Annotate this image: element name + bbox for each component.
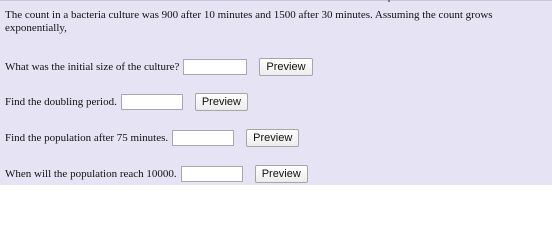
question-population-75 xyxy=(5,128,299,148)
preview-button-initial-size[interactable]: Preview xyxy=(259,58,312,76)
question-initial-size xyxy=(5,57,313,77)
answer-input-reach-10000[interactable] xyxy=(181,166,243,182)
question-reach-10000 xyxy=(5,164,308,184)
question-label: Find the population after 75 minutes. xyxy=(5,132,169,144)
divider-tick xyxy=(388,0,390,2)
preview-button-population-75[interactable]: Preview xyxy=(246,129,299,147)
question-label: When will the population reach 10000. xyxy=(5,168,177,180)
question-label: Find the doubling period. xyxy=(5,96,117,108)
question-label: What was the initial size of the culture? xyxy=(5,61,180,73)
preview-button-doubling-period[interactable]: Preview xyxy=(195,93,248,111)
answer-input-doubling-period[interactable] xyxy=(121,94,183,110)
preview-button-reach-10000[interactable]: Preview xyxy=(255,165,308,183)
problem-statement: The count in a bacteria culture was 900 after 10 minutes and 1500 after 30 minutes. Assuming the count grows exponentially, xyxy=(5,9,493,34)
question-doubling-period xyxy=(5,92,248,112)
answer-input-initial-size[interactable] xyxy=(183,59,247,75)
answer-input-population-75[interactable] xyxy=(172,130,234,146)
